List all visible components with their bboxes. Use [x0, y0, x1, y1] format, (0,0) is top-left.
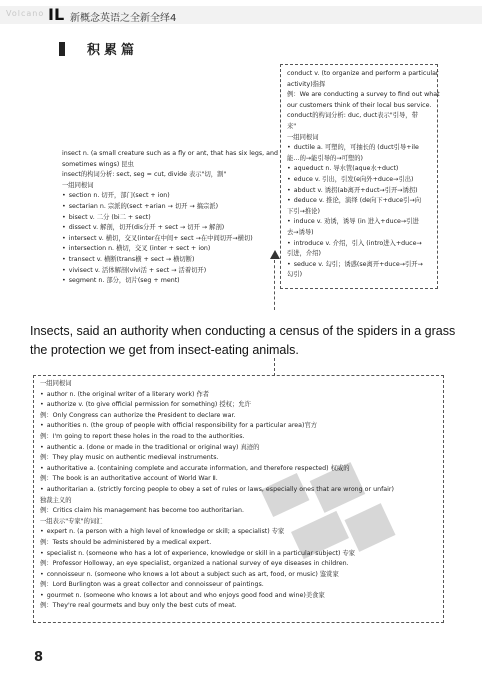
text-line: • authorities n. (the group of people with official responsibility for a particular area)官方 [40, 421, 437, 432]
text-line: insect的构词分析: sect, seg = cut, divide 表示"切，割" [62, 171, 227, 179]
text-line: 能…的→能引导的→可塑的) [287, 154, 363, 162]
text-line: 例：They're real gourmets and buy only the best cuts of meat. [40, 602, 237, 610]
text-line: • educe v. 引出，引发(e向外+duce→引出) [287, 175, 431, 186]
text-line: 一组同根词 [62, 181, 94, 189]
text-line: • authoritative a. (containing complete and accurate information, and therefore respected) 权威的 [40, 464, 437, 475]
text-line: • dissect v. 解剖，切开(dis分开 + sect → 切开 → 解剖) [62, 223, 276, 234]
text-line: • introduce v. 介绍，引入 (intro进入+duce→ [287, 239, 431, 250]
text-line: 例：Lord Burlington was a great collector and connoisseur of paintings. [40, 581, 264, 589]
text-line: 勾引) [287, 271, 303, 279]
text-line: • abduct v. 诱拐(ab离开+duct→引开→诱拐) [287, 186, 431, 197]
header-title: 新概念英语之全新全绎4 [70, 13, 177, 24]
text-line: 一组表示"专家"的词汇 [40, 517, 103, 525]
header-logo: IL [48, 5, 65, 24]
text-line: • transect v. 横断(trans横 + sect → 横切断) [62, 255, 276, 266]
connector-arrow [270, 250, 280, 310]
text-line: conduct v. (to organize and perform a particular [287, 70, 439, 77]
text-line: • specialist n. (someone who has a lot of experience, knowledge or skill in a particular subject) 专家 [40, 549, 437, 560]
note-box-insect [57, 146, 281, 285]
text-line: • authoritarian a. (strictly forcing people to obey a set of rules or laws, especially ones that are wrong or unfair) [40, 485, 437, 496]
text-line: • sectarian n. 宗派的(sect +arian → 切开 → 搞宗派) [62, 202, 276, 213]
text-line: • induce v. 劝诱，诱导 (in 进入+duce→引进 [287, 217, 431, 228]
text-line: 去→诱导) [287, 228, 314, 236]
page-header [0, 0, 482, 30]
text-line: 例：Professor Holloway, an eye specialist, organized a national survey of eye diseases in children. [40, 560, 349, 568]
text-line: • seduce v. 勾引；诱惑(se离开+duce→引开→ [287, 260, 431, 271]
text-line: • intersect v. 横切，交叉(inter在中间+ sect →在中间切开→横切) [62, 234, 276, 245]
text-line: 来" [287, 122, 297, 130]
page-number: 8 [34, 650, 44, 665]
text-line: 一组同根词 [40, 380, 72, 387]
header-brand: Volcano [6, 9, 45, 18]
text-line: 例：We are conducting a survey to find out what [287, 91, 440, 99]
text-line: 例：Tests should be administered by a medical expert. [40, 538, 212, 546]
text-line: 下引→推论) [287, 207, 320, 215]
text-line: • author n. (the original writer of a literary work) 作者 [40, 390, 437, 401]
text-line: activity)指挥 [287, 80, 326, 88]
text-line: • deduce v. 推论，演绎 (de向下+duce引→向 [287, 196, 431, 207]
text-line: • segment n. 部分，切片(seg + ment) [62, 276, 276, 287]
text-line: • section n. 切开，部门(sect + ion) [62, 191, 276, 202]
text-line: • vivisect v. 活体解剖(vivi活 + sect → 活着切开) [62, 266, 276, 277]
section-marker [59, 42, 65, 56]
note-box-conduct [280, 64, 438, 289]
connector-line [274, 260, 276, 310]
connector-line-lower [270, 358, 280, 376]
text-line: • intersection n. 横切，交叉 (inter + sect + ion) [62, 244, 276, 255]
text-line: • expert n. (a person with a high level of knowledge or skill; a specialist) 专家 [40, 527, 437, 538]
text-line: • gourmet n. (someone who knows a lot about and who enjoys good food and wine)美食家 [40, 591, 437, 602]
arrow-up-icon [270, 250, 280, 259]
text-line: 例：I'm going to report these holes in the road to the authorities. [40, 432, 245, 440]
quote-sentence: Insects, said an authority when conducting a census of the spiders in a grass the protection we get from insect-eating animals. [30, 324, 456, 357]
text-line: our customers think of their local bus service. [287, 101, 432, 109]
text-line: 例：The book is an authoritative account of World War Ⅱ. [40, 475, 218, 483]
text-line: 引进，介绍) [287, 250, 321, 258]
text-line: • authorize v. (to give official permission for something) 授权；允许 [40, 400, 437, 411]
text-line: 例：They play music on authentic medieval instruments. [40, 454, 219, 462]
text-line: sometimes wings) 昆虫 [62, 160, 134, 168]
note-box-authority [33, 375, 444, 623]
text-line: 一组同根词 [287, 133, 319, 141]
text-line: • bisect v. 二分 (bi二 + sect) [62, 213, 276, 224]
text-line: conduct的构词分析: duc, duct表示"引导，带 [287, 112, 418, 120]
text-line: 例：Only Congress can authorize the President to declare war. [40, 411, 236, 419]
text-line: • ductile a. 可塑的，可抽长的 (duct引导+ile [287, 143, 431, 154]
text-line: • connoisseur n. (someone who knows a lot about a subject such as art, food, or music) 鉴赏家 [40, 570, 437, 581]
section-title: 积累篇 [87, 43, 139, 58]
text-line: • aqueduct n. 导水管(aque水+duct) [287, 164, 431, 175]
text-line: 独裁主义的 [40, 496, 72, 504]
text-line: insect n. (a small creature such as a fly or ant, that has six legs, and [62, 150, 278, 157]
text-line: 例：Critics claim his management has become too authoritarian. [40, 507, 244, 515]
text-line: • authentic a. (done or made in the traditional or original way) 真迹的 [40, 443, 437, 454]
section-heading [59, 38, 138, 58]
